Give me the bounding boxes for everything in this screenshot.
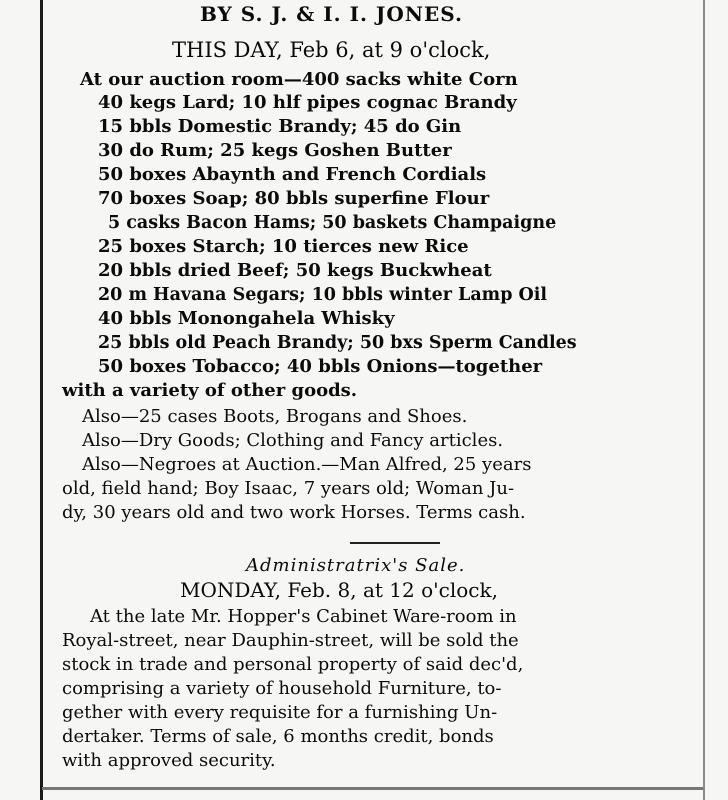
ad1-line: 30 do Rum; 25 kegs Goshen Butter [98,140,452,161]
ad1-line: 50 boxes Abaynth and French Cordials [98,164,487,185]
ad2-line: gether with every requisite for a furnishing Un- [62,702,498,723]
ad1-line: 50 boxes Tobacco; 40 bbls Onions—together [98,356,543,377]
ad1-line: 25 bbls old Peach Brandy; 50 bxs Sperm Candles [98,333,577,353]
ad2-line: dertaker. Terms of sale, 6 months credit, bonds [62,726,494,747]
ad2-date-line: MONDAY, Feb. 8, at 12 o'clock, [180,578,498,602]
ad1-line: 5 casks Bacon Hams; 50 baskets Champaigne [108,213,557,233]
ad1-line: with a variety of other goods. [62,380,358,401]
ad1-date-line: THIS DAY, Feb 6, at 9 o'clock, [172,38,491,62]
ad2-title: Administratrix's Sale. [246,555,466,576]
ad1-header: BY S. J. & I. I. JONES. [200,2,463,26]
ad1-line: 40 kegs Lard; 10 hlf pipes cognac Brandy [98,92,517,113]
ad1-line: old, field hand; Boy Isaac, 7 years old; Woman Ju- [62,478,515,499]
ad2-line: with approved security. [62,750,276,771]
ad1-line: dy, 30 years old and two work Horses. Terms cash. [62,502,526,523]
column-rule-right [703,0,705,800]
bottom-rule [42,787,703,790]
ad1-line: Also—25 cases Boots, Brogans and Shoes. [82,406,468,427]
ad1-line: 70 boxes Soap; 80 bbls superfine Flour [98,188,490,209]
ad1-line: 40 bbls Monongahela Whisky [98,308,395,329]
ad1-line: 25 boxes Starch; 10 tierces new Rice [98,236,469,257]
ad1-line: Also—Negroes at Auction.—Man Alfred, 25 years [82,454,532,475]
ad1-line: At our auction room—400 sacks white Corn [80,69,518,90]
ad2-line: Royal-street, near Dauphin-street, will be sold the [62,630,519,651]
ad-divider [350,542,440,544]
ad2-line: stock in trade and personal property of said dec'd, [62,654,524,675]
ad2-line: comprising a variety of household Furniture, to- [62,678,502,699]
ad1-line: Also—Dry Goods; Clothing and Fancy articles. [82,430,504,451]
ad1-line: 15 bbls Domestic Brandy; 45 do Gin [98,116,462,137]
ad1-line: 20 bbls dried Beef; 50 kegs Buckwheat [98,260,492,281]
column-rule-left [40,0,43,800]
ad2-line: At the late Mr. Hopper's Cabinet Ware-room in [90,606,517,627]
ad1-line: 20 m Havana Segars; 10 bbls winter Lamp Oil [98,285,548,305]
